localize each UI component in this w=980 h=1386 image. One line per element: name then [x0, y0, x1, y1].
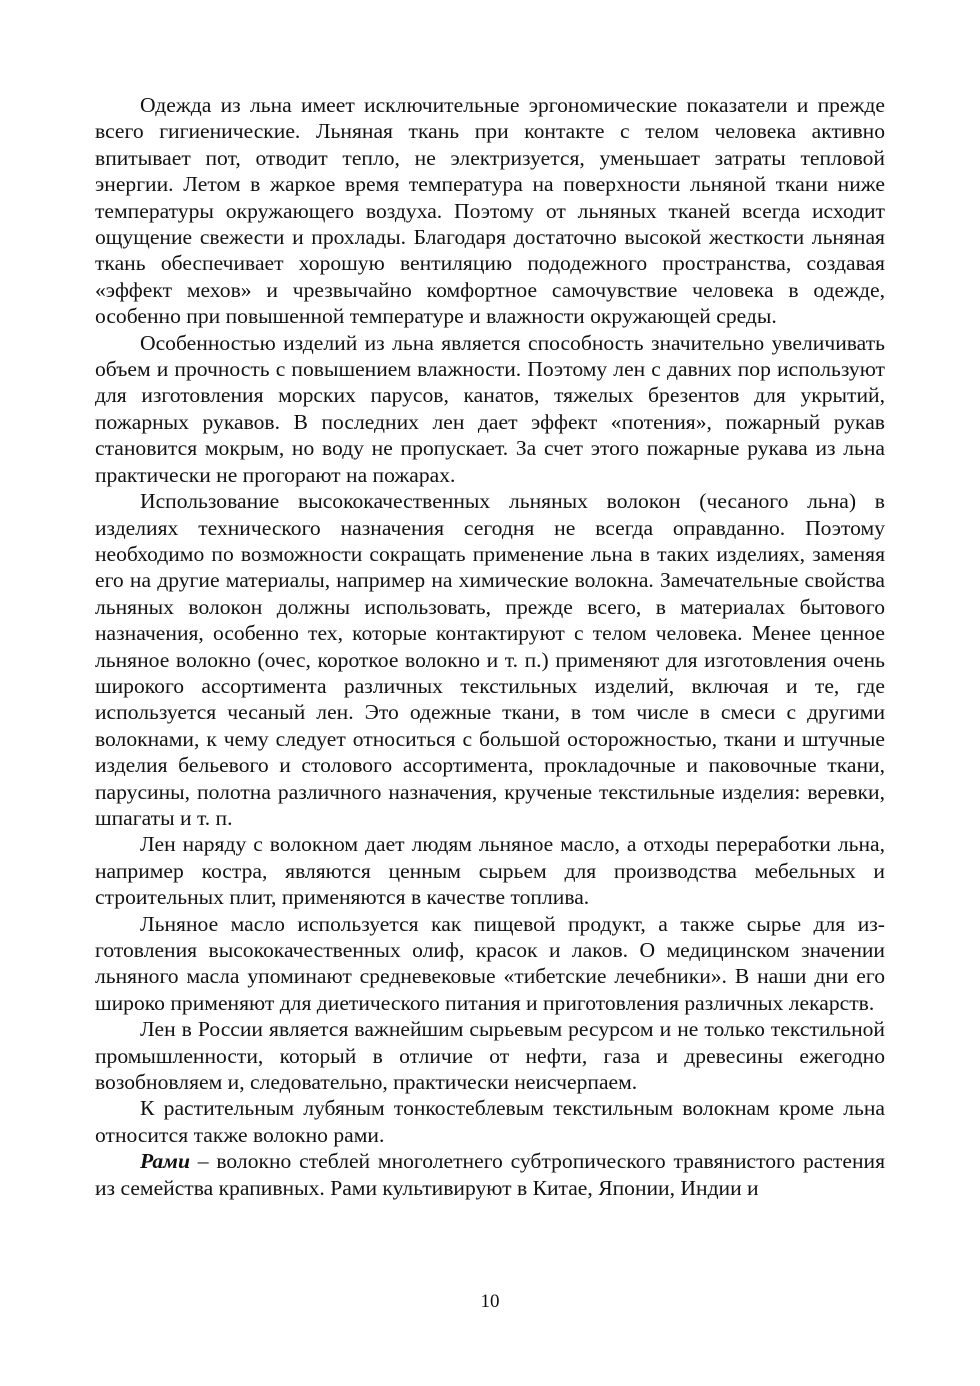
- paragraph-ramie: [95, 1148, 885, 1201]
- paragraph-linen-technical-use: Использование высококачественных льняных волокон (чесаного льна) в изделиях технического назначения сегодня не всегда оправданно. Поэтому необходимо по возможности сокращать применение льна в таких изделиях, заменяя его на другие материалы, например на химические волокна. Замечательные свойства льняных волокон должны использовать, прежде всего, в материалах бытового назначения, особенно тех, которые контактируют с телом человека. Менее ценное льняное волокно (очес, короткое волокно и т. п.) применяют для изготовления очень широкого ассортимента различных текстильных изделий, включая и те, где используется чесаный лен. Это одежные ткани, в том числе в смеси с другими волокнами, к чему следует относиться с большой осторожностью, ткани и штучные изделия бельевого и столового ассортимента, прокладочные и паковочные ткани, парусины, полотна различного назначения, крученые текстильные изделия: веревки, шпагаты и т. п.: [95, 489, 885, 830]
- paragraph-ramie-text: – волокно стеблей многолетнего субтропического травянистого растения из семейства крапивных. Рами культивируют в Китае, Японии, Индии и: [95, 1149, 885, 1200]
- term-ramie: Рами: [140, 1149, 190, 1174]
- paragraph-linen-russia: Лен в России является важнейшим сырьевым ресурсом и не только текстильной промышленности, который в отличие от нефти, газа и древесины ежегодно возобновляем и, следовательно, практически неисчерпаем.: [95, 1017, 885, 1095]
- page-number: 10: [480, 1291, 500, 1312]
- paragraph-linen-oil-and-shives: Лен наряду с волокном дает людям льняное масло, а отходы переработки льна, например костра, являются ценным сырьем для производства мебельных и строительных плит, применяются в качестве топлива.: [95, 832, 885, 910]
- paragraph-linen-moisture: Особенностью изделий из льна является способность значительно увеличивать объем и прочность с повышением влажности. Поэтому лен с давних пор используют для изготовления морских парусов, канатов, тяжелых брезентов для укрытий, пожарных рукавов. В последних лен дает эффект «потения», пожарный рукав становится мокрым, но воду не пропускает. За счет этого пожарные рукава из льна практически не прогорают на пожарах.: [95, 330, 885, 487]
- body-text: [95, 92, 885, 1201]
- paragraph-bast-fibers: К растительным лубяным тонкостеблевым текстильным волокнам кроме льна относится также волокно рами.: [95, 1096, 885, 1147]
- paragraph-linseed-oil: Льняное масло используется как пищевой продукт, а также сырье для изготовления высококачественных олиф, красок и лаков. О медицинском значении льняного масла упоминают средневековые «тибетские лечебники». В наши дни его широко применяют для диетического питания и приготовления различных лекарств.: [95, 911, 885, 1015]
- paragraph-linen-clothing: Одежда из льна имеет исключительные эргономические показатели и прежде всего гигиенические. Льняная ткань при контакте с телом человека активно впитывает пот, отводит тепло, не электризуется, уменьшает затраты тепловой энергии. Летом в жаркое время температура на поверхности льняной ткани ниже температуры окружающего воздуха. Поэтому от льняных тканей всегда исходит ощущение свежести и прохлады. Благодаря достаточно высокой жесткости льняная ткань обеспечивает хорошую вентиляцию пододежного пространства, создавая «эффект мехов» и чрезвычайно комфортное самочувствие человека в одежде, особенно при повышенной температуре и влажности окружающей среды.: [95, 93, 885, 329]
